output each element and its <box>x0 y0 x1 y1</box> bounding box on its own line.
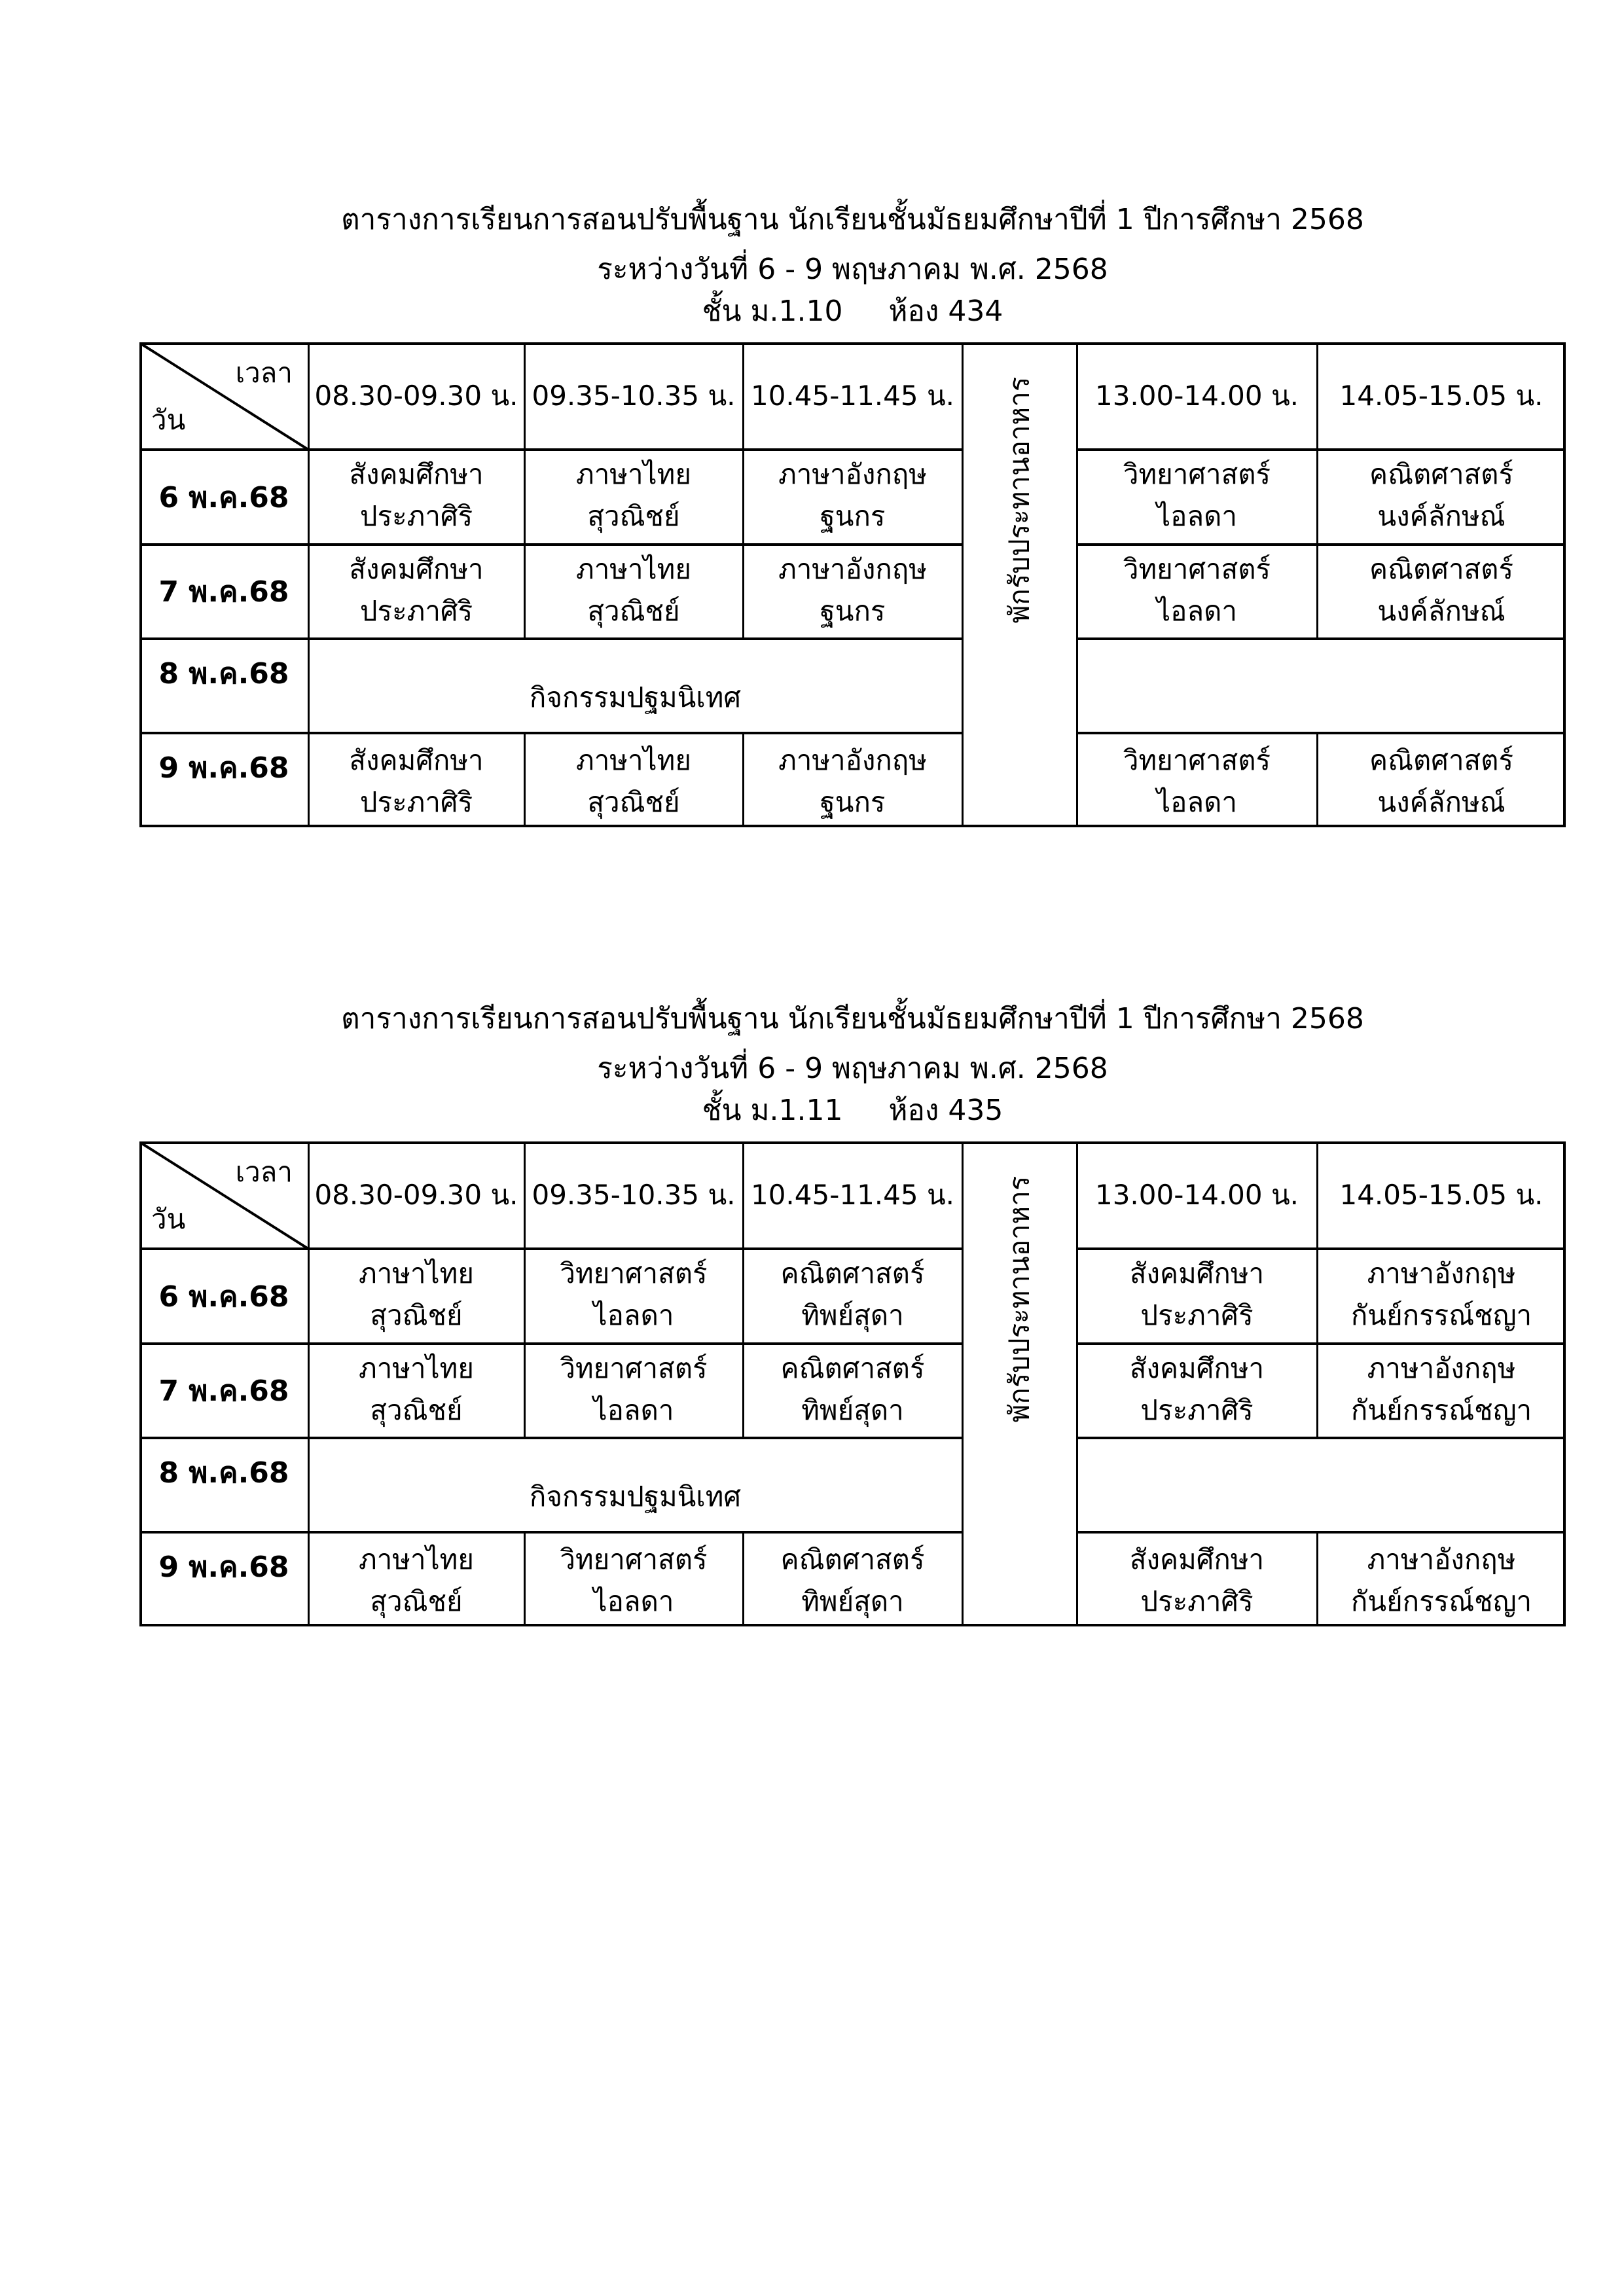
class-cell <box>524 450 743 545</box>
timetable <box>139 342 1566 827</box>
teacher-name: สุวณิชย์ <box>370 1394 463 1426</box>
row-divider <box>139 1342 962 1345</box>
time-slot-header: 10.45-11.45 น. <box>750 1179 955 1211</box>
class-cell <box>743 1344 962 1438</box>
subject-name: สังคมศึกษา <box>1129 1352 1265 1384</box>
subject-name: คณิตศาสตร์ <box>1369 458 1514 490</box>
row-divider <box>139 1247 962 1250</box>
day-label: 9 พ.ค.68 <box>158 751 289 785</box>
subject-name: วิทยาศาสตร์ <box>1123 744 1271 776</box>
time-slot-header: 14.05-15.05 น. <box>1339 1179 1543 1211</box>
row-divider <box>139 637 962 640</box>
day-label: 8 พ.ค.68 <box>158 657 289 691</box>
teacher-name: สุวณิชย์ <box>370 1585 463 1617</box>
schedule-period: ระหว่างวันที่ 6 - 9 พฤษภาคม พ.ศ. 2568 <box>597 1052 1108 1085</box>
row-divider <box>1077 732 1566 734</box>
subject-name: ภาษาอังกฤษ <box>1367 1543 1516 1575</box>
teacher-name: ไอลดา <box>1157 500 1237 532</box>
corner-header-cell <box>139 1141 308 1249</box>
teacher-name: ฐนกร <box>820 500 886 532</box>
column-divider <box>524 342 526 639</box>
column-divider <box>1316 1141 1318 1438</box>
teacher-name: ประภาศิริ <box>1140 1585 1254 1617</box>
schedule-title: ตารางการเรียนการสอนปรับพื้นฐาน นักเรียนชั้นมัธยมศึกษาปีที่ 1 ปีการศึกษา 2568 <box>341 1002 1364 1035</box>
subject-name: ภาษาไทย <box>359 1257 474 1289</box>
subject-name: ภาษาไทย <box>576 744 691 776</box>
subject-name: สังคมศึกษา <box>1129 1543 1265 1575</box>
class-cell <box>743 1532 962 1626</box>
subject-name: วิทยาศาสตร์ <box>560 1257 708 1289</box>
class-label: ชั้น ม.1.10 <box>702 295 843 328</box>
row-divider <box>1077 1247 1566 1250</box>
class-room-line <box>139 292 1566 331</box>
time-slot-header: 13.00-14.00 น. <box>1094 380 1299 412</box>
subject-name: คณิตศาสตร์ <box>780 1257 925 1289</box>
row-divider <box>1077 637 1566 640</box>
class-cell <box>524 1249 743 1344</box>
class-cell <box>1317 733 1566 827</box>
class-cell <box>1317 545 1566 639</box>
class-cell <box>524 1344 743 1438</box>
teacher-name: กันย์กรรณ์ชญา <box>1350 1299 1532 1331</box>
row-divider <box>139 1531 962 1534</box>
teacher-name: ฐนกร <box>820 595 886 627</box>
room-label: ห้อง 435 <box>888 1094 1003 1127</box>
lunch-break-label: พักรับประทานอาหาร <box>1003 376 1036 623</box>
column-divider <box>962 1141 964 1626</box>
time-slot-header: 13.00-14.00 น. <box>1094 1179 1299 1211</box>
subject-name: ภาษาอังกฤษ <box>778 553 927 585</box>
teacher-name: ประภาศิริ <box>1140 1394 1254 1426</box>
teacher-name: สุวณิชย์ <box>370 1299 463 1331</box>
day-label: 7 พ.ค.68 <box>158 575 289 609</box>
row-divider <box>139 543 962 546</box>
class-cell <box>308 450 524 545</box>
row-divider <box>1077 1437 1566 1439</box>
class-cell <box>308 733 524 827</box>
day-label: 8 พ.ค.68 <box>158 1456 289 1490</box>
corner-time-label: เวลา <box>235 1156 293 1188</box>
column-divider <box>742 733 744 827</box>
lunch-break-cell <box>962 342 1077 827</box>
class-cell <box>1077 545 1317 639</box>
subject-name: คณิตศาสตร์ <box>780 1352 925 1384</box>
row-divider <box>139 1437 962 1439</box>
class-cell <box>308 1344 524 1438</box>
class-cell <box>1077 733 1317 827</box>
subject-name: คณิตศาสตร์ <box>1369 553 1514 585</box>
class-cell <box>1317 1344 1566 1438</box>
class-cell <box>743 733 962 827</box>
teacher-name: ทิพย์สุดา <box>801 1394 904 1426</box>
subject-name: ภาษาไทย <box>359 1352 474 1384</box>
row-divider <box>139 448 962 451</box>
class-cell <box>308 1532 524 1626</box>
teacher-name: นงค์ลักษณ์ <box>1377 500 1506 532</box>
teacher-name: ไอลดา <box>593 1394 674 1426</box>
column-divider <box>1316 1532 1318 1626</box>
class-cell <box>1077 450 1317 545</box>
class-cell <box>308 1249 524 1344</box>
subject-name: คณิตศาสตร์ <box>1369 744 1514 776</box>
subject-name: วิทยาศาสตร์ <box>560 1543 708 1575</box>
column-divider <box>524 1141 526 1438</box>
teacher-name: ทิพย์สุดา <box>801 1585 904 1617</box>
row-divider <box>1077 543 1566 546</box>
lunch-break-label: พักรับประทานอาหาร <box>1003 1175 1036 1422</box>
column-divider <box>524 733 526 827</box>
afternoon-empty-cell <box>1077 639 1566 733</box>
class-cell <box>743 545 962 639</box>
corner-time-label: เวลา <box>235 357 293 389</box>
row-divider <box>139 732 962 734</box>
class-cell <box>1077 1249 1317 1344</box>
teacher-name: ประภาศิริ <box>359 595 473 627</box>
time-slot-header: 10.45-11.45 น. <box>750 380 955 412</box>
subject-name: วิทยาศาสตร์ <box>1123 458 1271 490</box>
subject-name: ภาษาอังกฤษ <box>778 458 927 490</box>
class-cell <box>1317 1249 1566 1344</box>
column-divider <box>524 1532 526 1626</box>
class-cell <box>524 1532 743 1626</box>
teacher-name: ประภาศิริ <box>359 500 473 532</box>
subject-name: วิทยาศาสตร์ <box>560 1352 708 1384</box>
teacher-name: ไอลดา <box>593 1299 674 1331</box>
teacher-name: กันย์กรรณ์ชญา <box>1350 1394 1532 1426</box>
orientation-activity-cell: กิจกรรมปฐมนิเทศ <box>529 681 742 713</box>
column-divider <box>1316 342 1318 639</box>
subject-name: สังคมศึกษา <box>349 744 484 776</box>
column-divider <box>308 342 310 827</box>
row-divider <box>1077 448 1566 451</box>
time-slot-header: 09.35-10.35 น. <box>532 1179 736 1211</box>
afternoon-empty-cell <box>1077 1438 1566 1532</box>
day-label: 6 พ.ค.68 <box>158 1280 289 1314</box>
orientation-activity-cell: กิจกรรมปฐมนิเทศ <box>529 1480 742 1513</box>
subject-name: สังคมศึกษา <box>349 553 484 585</box>
teacher-name: ไอลดา <box>1157 786 1237 818</box>
schedule-period: ระหว่างวันที่ 6 - 9 พฤษภาคม พ.ศ. 2568 <box>597 253 1108 286</box>
teacher-name: ไอลดา <box>1157 595 1237 627</box>
class-cell <box>1077 1344 1317 1438</box>
column-divider <box>962 342 964 827</box>
column-divider <box>1076 1141 1078 1626</box>
corner-day-label: วัน <box>151 404 186 436</box>
subject-name: ภาษาอังกฤษ <box>1367 1257 1516 1289</box>
column-divider <box>742 1141 744 1438</box>
column-divider <box>742 342 744 639</box>
teacher-name: ประภาศิริ <box>1140 1299 1254 1331</box>
teacher-name: สุวณิชย์ <box>587 500 680 532</box>
time-slot-header: 14.05-15.05 น. <box>1339 380 1543 412</box>
class-cell <box>524 545 743 639</box>
subject-name: ภาษาอังกฤษ <box>778 744 927 776</box>
subject-name: วิทยาศาสตร์ <box>1123 553 1271 585</box>
teacher-name: สุวณิชย์ <box>587 786 680 818</box>
column-divider <box>742 1532 744 1626</box>
subject-name: สังคมศึกษา <box>1129 1257 1265 1289</box>
teacher-name: กันย์กรรณ์ชญา <box>1350 1585 1532 1617</box>
class-cell <box>524 733 743 827</box>
subject-name: ภาษาไทย <box>576 458 691 490</box>
teacher-name: นงค์ลักษณ์ <box>1377 595 1506 627</box>
column-divider <box>308 1141 310 1626</box>
lunch-break-cell <box>962 1141 1077 1626</box>
teacher-name: นงค์ลักษณ์ <box>1377 786 1506 818</box>
row-divider <box>1077 1531 1566 1534</box>
class-cell <box>743 450 962 545</box>
class-cell <box>1317 1532 1566 1626</box>
class-cell <box>308 545 524 639</box>
column-divider <box>1076 342 1078 827</box>
timetable <box>139 1141 1566 1626</box>
corner-day-label: วัน <box>151 1203 186 1235</box>
teacher-name: ไอลดา <box>593 1585 674 1617</box>
class-cell <box>1317 450 1566 545</box>
class-room-line <box>139 1091 1566 1130</box>
subject-name: ภาษาไทย <box>576 553 691 585</box>
day-label: 6 พ.ค.68 <box>158 480 289 514</box>
class-cell <box>1077 1532 1317 1626</box>
subject-name: คณิตศาสตร์ <box>780 1543 925 1575</box>
row-divider <box>1077 1342 1566 1345</box>
corner-header-cell <box>139 342 308 450</box>
time-slot-header: 09.35-10.35 น. <box>532 380 736 412</box>
subject-name: ภาษาไทย <box>359 1543 474 1575</box>
time-slot-header: 08.30-09.30 น. <box>314 380 518 412</box>
column-divider <box>1316 733 1318 827</box>
class-cell <box>743 1249 962 1344</box>
schedule-title: ตารางการเรียนการสอนปรับพื้นฐาน นักเรียนชั้นมัธยมศึกษาปีที่ 1 ปีการศึกษา 2568 <box>341 203 1364 236</box>
teacher-name: ทิพย์สุดา <box>801 1299 904 1331</box>
teacher-name: สุวณิชย์ <box>587 595 680 627</box>
teacher-name: ประภาศิริ <box>359 786 473 818</box>
room-label: ห้อง 434 <box>888 295 1003 328</box>
subject-name: ภาษาอังกฤษ <box>1367 1352 1516 1384</box>
class-label: ชั้น ม.1.11 <box>702 1094 843 1127</box>
time-slot-header: 08.30-09.30 น. <box>314 1179 518 1211</box>
day-label: 9 พ.ค.68 <box>158 1551 289 1584</box>
day-label: 7 พ.ค.68 <box>158 1374 289 1408</box>
teacher-name: ฐนกร <box>820 786 886 818</box>
subject-name: สังคมศึกษา <box>349 458 484 490</box>
